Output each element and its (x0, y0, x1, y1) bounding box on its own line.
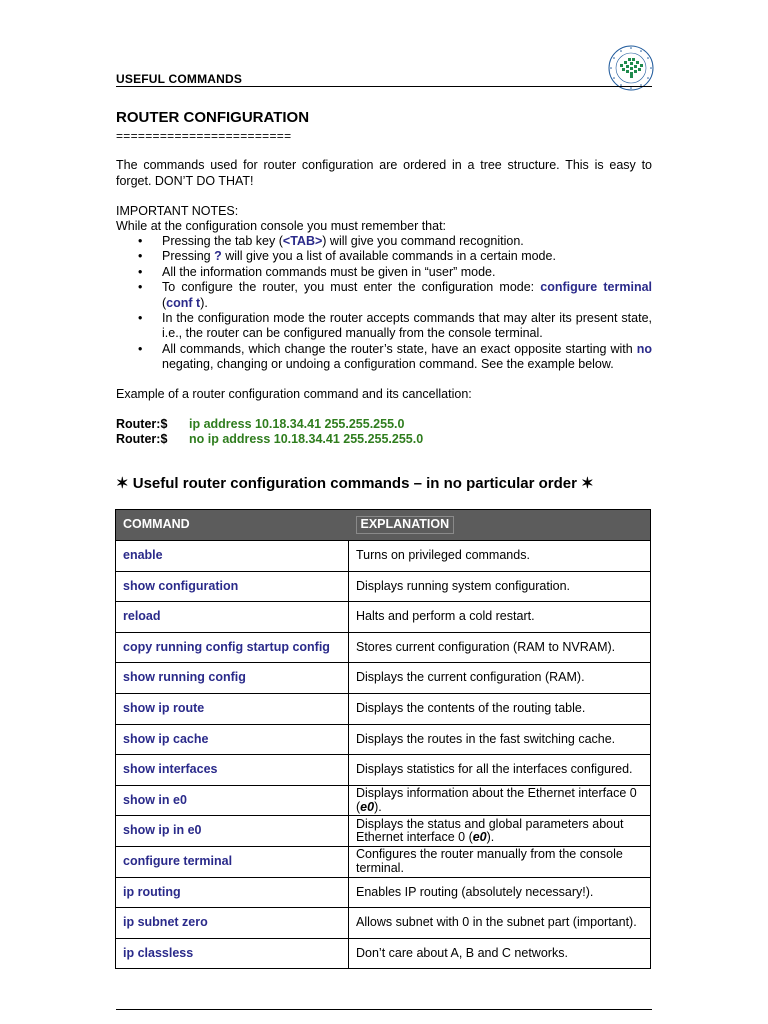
command-cell: ip subnet zero (116, 908, 349, 939)
explanation-cell: Don’t care about A, B and C networks. (349, 938, 651, 969)
column-header-explanation: EXPLANATION (349, 510, 651, 541)
router-prompt: Router:$ (116, 432, 168, 446)
explanation-cell: Halts and perform a cold restart. (349, 602, 651, 633)
running-header: USEFUL COMMANDS (116, 72, 243, 86)
section-heading: ✶ Useful router configuration commands – in no particular order ✶ (116, 475, 594, 492)
table-row (116, 571, 651, 602)
note-item: • In the configuration mode the router accepts commands that may alter its present state, i.e., the router can be configured manually from the console terminal. (116, 311, 652, 342)
note-item: • All the information commands must be given in “user” mode. (116, 265, 652, 280)
explanation-cell: Displays the routes in the fast switching cache. (349, 724, 651, 755)
table-row (116, 602, 651, 633)
university-seal-icon (607, 44, 655, 92)
commands-table (115, 509, 651, 969)
explanation-cell: Configures the router manually from the console terminal. (349, 846, 651, 877)
example-command: ip address 10.18.34.41 255.255.255.0 (189, 417, 405, 431)
table-row (116, 908, 651, 939)
example-intro: Example of a router configuration command and its cancellation: (116, 387, 472, 401)
explanation-cell: Displays the current configuration (RAM). (349, 663, 651, 694)
note-item: • Pressing ? will give you a list of available commands in a certain mode. (116, 249, 652, 264)
command-cell: enable (116, 541, 349, 572)
table-row (116, 755, 651, 786)
example-command: no ip address 10.18.34.41 255.255.255.0 (189, 432, 424, 446)
explanation-cell: Enables IP routing (absolutely necessary!). (349, 877, 651, 908)
table-row (116, 816, 651, 847)
title-underline: ======================== (116, 129, 292, 143)
explanation-cell: Displays the contents of the routing table. (349, 693, 651, 724)
table-row (116, 724, 651, 755)
router-prompt: Router:$ (116, 417, 168, 431)
table-row (116, 877, 651, 908)
explanation-cell: Displays running system configuration. (349, 571, 651, 602)
command-cell: show in e0 (116, 785, 349, 816)
command-cell: ip classless (116, 938, 349, 969)
table-row (116, 541, 651, 572)
command-cell: copy running config startup config (116, 632, 349, 663)
column-header-command: COMMAND (116, 510, 349, 541)
note-item: • To configure the router, you must enter the configuration mode: configure terminal (conf t). (116, 280, 652, 311)
command-cell: ip routing (116, 877, 349, 908)
command-cell: configure terminal (116, 846, 349, 877)
note-item: • Pressing the tab key (<TAB>) will give you command recognition. (116, 234, 652, 249)
explanation-cell: Displays statistics for all the interfaces configured. (349, 755, 651, 786)
table-row (116, 693, 651, 724)
notes-list (116, 234, 652, 373)
command-cell: show ip cache (116, 724, 349, 755)
table-row (116, 632, 651, 663)
notes-heading: IMPORTANT NOTES: (116, 204, 239, 218)
command-cell: show running config (116, 663, 349, 694)
notes-subheading: While at the configuration console you must remember that: (116, 219, 447, 233)
page-title: ROUTER CONFIGURATION (116, 109, 310, 126)
table-header-row (116, 510, 651, 541)
table-row (116, 846, 651, 877)
command-cell: show ip route (116, 693, 349, 724)
example-command-line (116, 432, 423, 446)
explanation-cell: Displays the status and global parameters about Ethernet interface 0 (e0). (349, 816, 651, 847)
explanation-cell: Turns on privileged commands. (349, 541, 651, 572)
explanation-cell: Stores current configuration (RAM to NVRAM). (349, 632, 651, 663)
footer-rule (116, 1009, 652, 1010)
command-cell: reload (116, 602, 349, 633)
command-cell: show interfaces (116, 755, 349, 786)
table-row (116, 938, 651, 969)
explanation-cell: Displays information about the Ethernet interface 0 (e0). (349, 785, 651, 816)
header-rule (116, 86, 652, 87)
table-row (116, 663, 651, 694)
intro-paragraph: The commands used for router configuration are ordered in a tree structure. This is easy to forget. DON’T DO THAT! (116, 158, 652, 188)
table-row (116, 785, 651, 816)
explanation-cell: Allows subnet with 0 in the subnet part (important). (349, 908, 651, 939)
example-command-line (116, 417, 404, 431)
command-cell: show configuration (116, 571, 349, 602)
command-cell: show ip in e0 (116, 816, 349, 847)
note-item: • All commands, which change the router’s state, have an exact opposite starting with no negating, changing or undoing a configuration command. See the example below. (116, 342, 652, 373)
